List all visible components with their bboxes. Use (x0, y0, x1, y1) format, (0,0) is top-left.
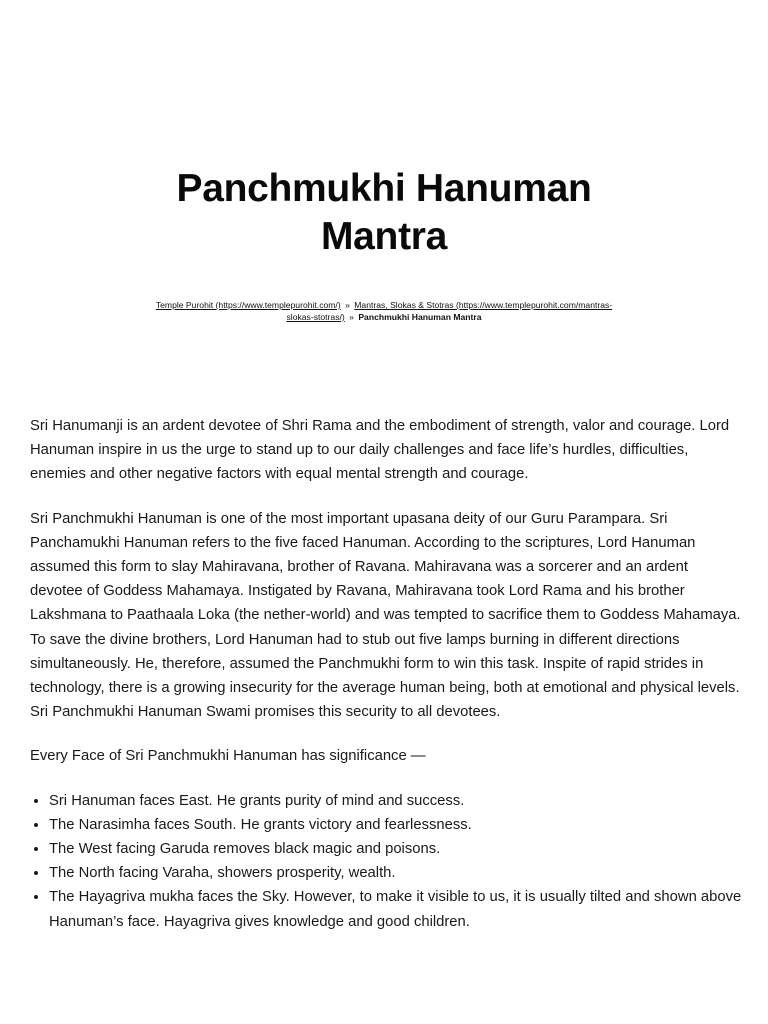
list-item: • Sri Hanuman faces East. He grants purity of mind and success. (49, 789, 742, 813)
intro-paragraph: Sri Hanumanji is an ardent devotee of Shri Rama and the embodiment of strength, valor and courage. Lord Hanuman inspire in us the urge to stand up to our daily challenges and face life’s hurdles, difficulties, enemies and other negative factors with equal mental strength and courage. (30, 418, 730, 483)
article-body (30, 414, 742, 934)
list-item: • The Hayagriva mukha faces the Sky. However, to make it visible to us, it is usually tilted and shown above Hanuman’s face. Hayagriva gives knowledge and good children. (49, 885, 742, 933)
breadcrumb-current: Panchmukhi Hanuman Mantra (358, 312, 482, 322)
list-item: • The North facing Varaha, showers prosperity, wealth. (49, 861, 742, 885)
breadcrumb-link-category[interactable]: Mantras, Slokas & Stotras (https://www.templepurohit.com/mantras-slokas-stotras/) (286, 300, 613, 322)
breadcrumb (150, 299, 618, 323)
list-item: • The Narasimha faces South. He grants victory and fearlessness. (49, 813, 742, 837)
page-title: Panchmukhi Hanuman Mantra (176, 167, 592, 258)
list-item: • The West facing Garuda removes black magic and poisons. (49, 837, 742, 861)
history-paragraph: Sri Panchmukhi Hanuman is one of the most important upasana deity of our Guru Parampara. Sri Panchamukhi Hanuman refers to the five faced Hanuman. According to the scriptures, Lord Hanuman assumed this form to slay Mahiravana, brother of Ravana. Mahiravana was a sorcerer and an ardent devotee of Goddess Mahamaya. Instigated by Ravana, Mahiravana took Lord Rama and his brother Lakshmana to Paathaala Loka (the nether-world) and was tempted to sacrifice them to Goddess Mahamaya. To save the divine brothers, Lord Hanuman had to stub out five lamps burning in different directions simultaneously. He, therefore, assumed the Panchmukhi form to win this task. Inspite of rapid strides in technology, there is a growing insecurity for the average human being, both at emotional and physical levels. Sri Panchmukhi Hanuman Swami promises this security to all devotees. (30, 510, 741, 721)
faces-intro-paragraph: Every Face of Sri Panchmukhi Hanuman has significance — (30, 748, 426, 765)
breadcrumb-link-home[interactable]: Temple Purohit (https://www.templepurohit.com/) (155, 300, 341, 310)
faces-list (30, 789, 742, 934)
breadcrumb-separator: » (349, 312, 354, 322)
breadcrumb-separator: » (345, 300, 350, 310)
